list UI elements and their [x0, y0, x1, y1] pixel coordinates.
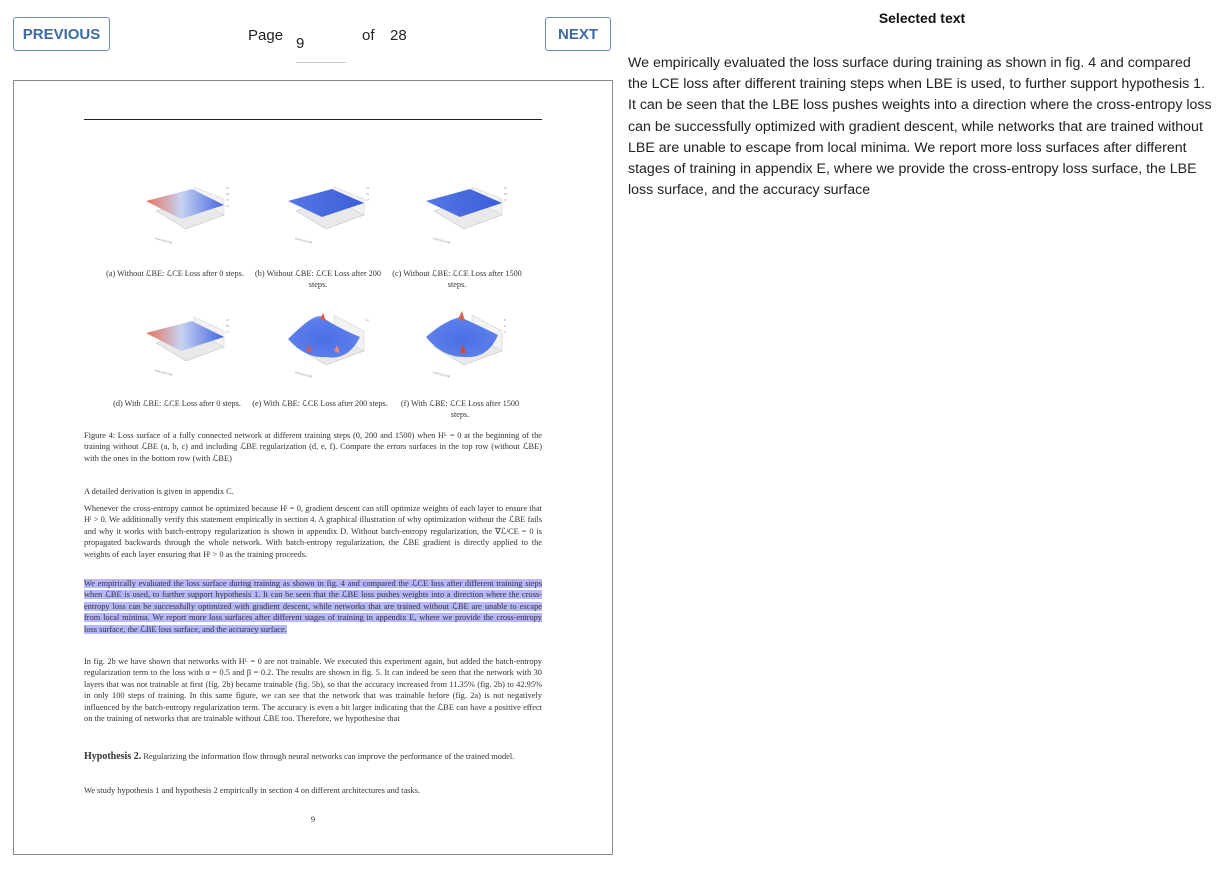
loss-surface-plot-b	[276, 179, 396, 249]
caption-f: (f) With ℒBE: ℒCE Loss after 1500 steps.	[400, 399, 520, 419]
caption-a: (a) Without ℒBE: ℒCE Loss after 0 steps.	[106, 269, 244, 278]
paragraph-derivation: A detailed derivation is given in appendix C.	[84, 487, 234, 496]
loss-surface-plot-c	[414, 179, 534, 249]
selected-text-title: Selected text	[878, 10, 966, 26]
svg-text:21: 21	[226, 186, 229, 190]
figure-caption: Figure 4: Loss surface of a fully connected network at different training steps (0, 200 and 1500) when Hᴸ = 0 at the beginning of the training without ℒBE (a, b, c) and including ℒBE regularization (d, e, f). Compare the errors surfaces in the top row (without ℒBE) with the ones in the bottom row (with ℒBE)	[84, 431, 542, 463]
of-label: of	[362, 27, 375, 44]
svg-text:21: 21	[366, 186, 369, 190]
svg-text:-0.04-0.02 0.00: -0.04-0.02 0.00	[153, 236, 173, 245]
paragraph-gradient: Whenever the cross-entropy cannot be optimized because Hˡ = 0, gradient descent can still optimize weights of each layer to ensure that Hˡ > 0. We additionally verify this statement empirically in section 4. A graphical illustration of why optimization without the ℒBE fails and why it works with batch-entropy regularization is shown in appendix D. Without batch-entropy regularization, the ∇ℒˡCE = 0 is propagated backwards through the whole network. With batch-entropy regularization, the ℒBE gradient is directly applied to the weights of each layer ensuring that Hˡ > 0 as the training proceeds.	[84, 504, 542, 559]
caption-e: (e) With ℒBE: ℒCE Loss after 200 steps.	[252, 399, 388, 408]
page-label: Page	[248, 27, 284, 44]
svg-text:-0.04-0.02 0.00: -0.04-0.02 0.00	[431, 236, 451, 245]
svg-text:21: 21	[504, 186, 507, 190]
hypothesis-2	[84, 751, 542, 762]
svg-text:17: 17	[226, 198, 229, 202]
svg-text:17: 17	[504, 198, 507, 202]
svg-text:17: 17	[226, 330, 229, 334]
header-rule	[84, 119, 542, 120]
svg-text:17: 17	[366, 198, 369, 202]
svg-text:6: 6	[504, 324, 506, 328]
svg-text:19: 19	[366, 192, 369, 196]
svg-text:15: 15	[226, 204, 229, 208]
svg-text:19: 19	[504, 192, 507, 196]
svg-text:-0.04-0.02 0.00: -0.04-0.02 0.00	[431, 370, 451, 379]
hypothesis-text: Regularizing the information flow through neural networks can improve the performance of the trained model.	[143, 752, 515, 761]
loss-surface-plot-f	[414, 307, 534, 383]
page-number-input[interactable]	[296, 24, 346, 63]
svg-text:19: 19	[226, 192, 229, 196]
loss-surface-plot-d	[136, 309, 256, 381]
document-page[interactable]	[13, 80, 613, 855]
selected-text-content: We empirically evaluated the loss surface during training as shown in fig. 4 and compared the LCE loss after different training steps when LBE is used, to further support hypothesis 1. It can be seen that the LBE loss pushes weights into a direction where the cross-entropy loss can be successfully optimized with gradient descent, while networks that are trained without LBE are unable to escape from local minima. We report more loss surfaces after different stages of training in appendix E, where we provide the cross-entropy loss surface, the LBE loss surface, and the accuracy surface	[628, 55, 1212, 199]
text-selection-highlight: We empirically evaluated the loss surface during training as shown in fig. 4 and compared the ℒCE loss after different training steps when ℒBE is used, to further support hypothesis 1. It can be seen that the ℒBE loss pushes weights into a direction where the cross-entropy loss can be successfully optimized with gradient descent, while networks that are trained without ℒBE are unable to escape from local minima. We report more loss surfaces after different stages of training in appendix E, where we provide the cross-entropy loss surface, the ℒBE loss surface, and the accuracy surface.	[84, 579, 542, 634]
next-button[interactable]: NEXT	[545, 17, 611, 51]
svg-text:4: 4	[504, 330, 506, 334]
paragraph-selected[interactable]	[84, 578, 542, 635]
paragraph-study: We study hypothesis 1 and hypothesis 2 empirically in section 4 on different architectures and tasks.	[84, 786, 420, 795]
total-pages: 28	[390, 27, 407, 44]
svg-text:-0.04-0.02 0.00: -0.04-0.02 0.00	[293, 236, 313, 245]
loss-surface-plot-e	[276, 307, 396, 383]
caption-b: (b) Without ℒBE: ℒCE Loss after 200 steps.	[255, 269, 381, 289]
caption-c: (c) Without ℒBE: ℒCE Loss after 1500 steps.	[392, 269, 522, 289]
svg-text:19: 19	[226, 324, 229, 328]
paragraph-trainable: In fig. 2b we have shown that networks with Hᴸ = 0 are not trainable. We executed this experiment again, but added the batch-entropy regularization term to the loss with α = 0.5 and β = 0.2. The results are shown in fig. 5. It can indeed be seen that the network with 30 layers that was not trainable at first (fig. 2b) became trainable (fig. 5b), so that the accuracy increased from 11.35% (fig. 2b) to 42.95% in only 100 steps of training. In this same figure, we can see that the network that was trainable before (fig. 2a) is not negatively influenced by the batch-entropy regularization term. The accuracy is even a bit larger indicating that the ℒBE can have a positive effect on the training of networks that are trainable without ℒBE too. Therefore, we hypothesise that	[84, 657, 542, 724]
svg-text:1e: 1e	[366, 318, 369, 322]
document-page-number: 9	[310, 815, 316, 824]
svg-text:21: 21	[226, 318, 229, 322]
svg-text:-0.04-0.02 0.00: -0.04-0.02 0.00	[153, 368, 173, 377]
previous-button[interactable]: PREVIOUS	[13, 17, 110, 51]
caption-d: (d) With ℒBE: ℒCE Loss after 0 steps.	[113, 399, 241, 408]
loss-surface-plot-a	[136, 179, 256, 249]
hypothesis-title: Hypothesis 2.	[84, 751, 142, 762]
svg-text:8: 8	[504, 318, 506, 322]
svg-text:-0.04-0.02 0.00: -0.04-0.02 0.00	[293, 370, 313, 379]
